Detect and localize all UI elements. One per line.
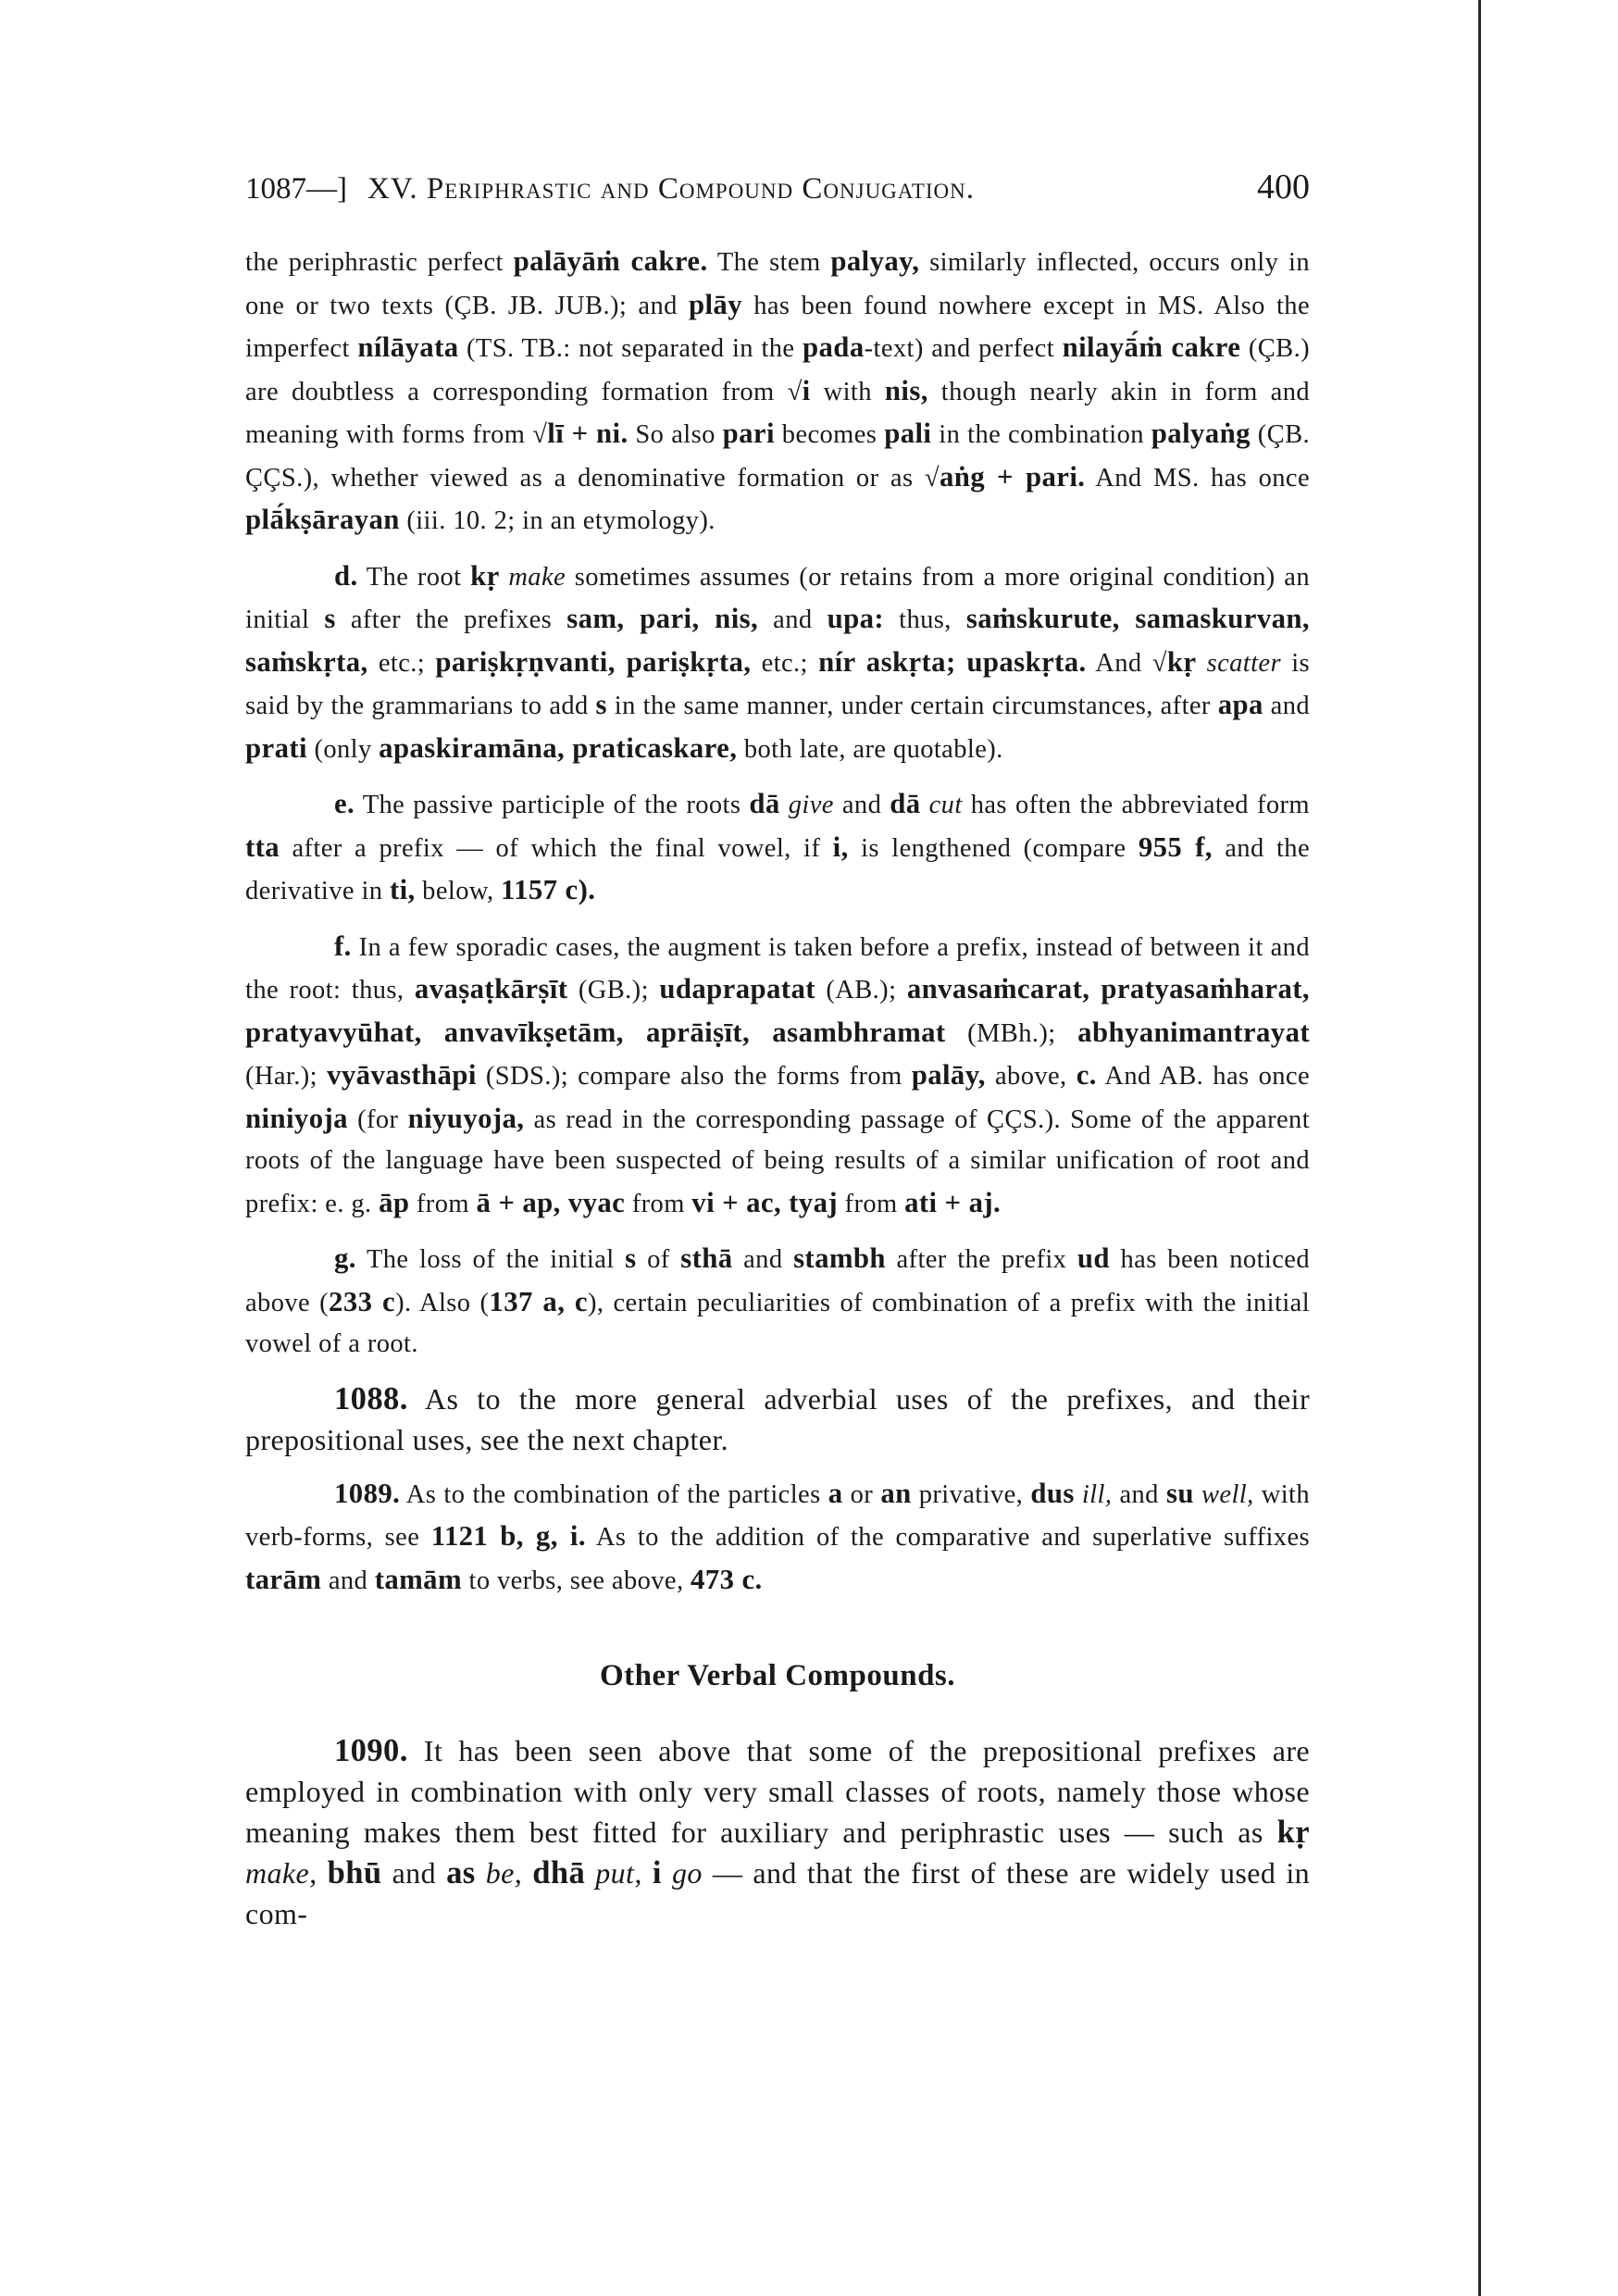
bold-term: palyaṅg (1151, 418, 1251, 449)
paragraph-p6 (245, 1379, 1310, 1460)
bold-term: ti, (389, 874, 416, 905)
book-page (245, 167, 1310, 1947)
text-run: is lengthened (compare (848, 833, 1139, 863)
bold-term: udaprapatat (659, 973, 815, 1004)
text-run: of (636, 1245, 681, 1274)
bold-term: d. (334, 559, 358, 592)
bold-term: pali (884, 418, 932, 449)
bold-term: dā (890, 788, 921, 819)
bold-term: ud (1077, 1242, 1110, 1274)
bold-term: 137 a, c (489, 1285, 588, 1317)
bold-term: aṅg + pari. (939, 460, 1086, 493)
italic-gloss: make (508, 562, 566, 592)
text-run: So also (628, 420, 723, 449)
text-run (1194, 1480, 1201, 1509)
text-run: with verb-forms, see (245, 1479, 1311, 1552)
bold-term: e. (334, 788, 355, 819)
text-run: after the prefix (885, 1245, 1077, 1274)
bold-term: vi + ac, tyaj (691, 1186, 839, 1218)
bold-term: nilayā́ṁ cakre (1062, 331, 1241, 363)
text-run: after a prefix — of which the final vowel, if (280, 833, 833, 863)
text-run: the periphrastic perfect (245, 248, 514, 277)
bold-term: a (828, 1477, 843, 1509)
paragraph-p5 (245, 1238, 1310, 1366)
text-run: (Har.); (245, 1062, 328, 1091)
bold-term: sthā (680, 1242, 733, 1274)
bold-term: su (1165, 1477, 1194, 1509)
section-heading: Other Verbal Compounds. (599, 1659, 956, 1692)
bold-term: 1121 b, g, i. (430, 1520, 586, 1552)
text-run: The root (357, 562, 471, 592)
text-run: And AB. has once (1096, 1062, 1311, 1091)
paragraph-p4 (245, 926, 1310, 1226)
bold-term: āp (379, 1186, 410, 1218)
body-text-lower (245, 1730, 1310, 1934)
bold-term: i, (832, 830, 849, 863)
bold-term: pada (803, 331, 865, 363)
bold-term: 1157 c). (501, 874, 596, 905)
text-run: etc.; (751, 648, 819, 678)
bold-term: g. (334, 1242, 356, 1274)
text-run: and (1263, 692, 1310, 720)
text-run: (iii. 10. 2; in an etymology). (399, 506, 716, 535)
text-run: (ÇB. ÇÇS.), whether viewed as a denominative formation or as √ (245, 420, 1311, 493)
text-run: ), certain peculiarities of combination of a prefix with the initial vowel of a root. (245, 1288, 1311, 1358)
text-run: And √ (1086, 648, 1167, 678)
text-run: And MS. has once (1085, 463, 1310, 493)
text-run: after the prefixes (335, 605, 567, 634)
bold-term: dā (749, 788, 780, 819)
text-run (921, 791, 929, 819)
text-run (585, 1856, 595, 1890)
bold-term: kṛ (1276, 1815, 1310, 1850)
text-run (317, 1856, 328, 1890)
bold-term: nílāyata (357, 331, 459, 363)
text-run: and (758, 605, 828, 634)
text-run: has been found nowhere except in MS. Also the imperfect (245, 291, 1310, 363)
paragraph-p2 (245, 555, 1310, 771)
text-run (780, 791, 789, 819)
text-run: and (833, 791, 890, 819)
bold-term: niyuyoja, (407, 1102, 525, 1134)
section-title: XV. Periphrastic and Compound Conjugation. (367, 172, 976, 206)
text-run: The passive participle of the roots (355, 791, 750, 819)
text-run: -text) and perfect (864, 334, 1063, 363)
bold-term: s (595, 689, 607, 720)
bold-term: sam, pari, nis, (566, 603, 759, 634)
bold-term: s (625, 1242, 637, 1274)
bold-term: pari (722, 418, 775, 449)
bold-term: 1090. (334, 1733, 408, 1768)
text-run: from (625, 1189, 692, 1218)
italic-gloss: ill, (1081, 1479, 1113, 1509)
text-run: (AB.); (815, 976, 907, 1004)
text-run (522, 1856, 532, 1890)
bold-term: palāy, (911, 1059, 986, 1091)
bold-term: nír askṛta; upaskṛta. (818, 645, 1087, 678)
text-run: In a few sporadic cases, the augment is taken before a prefix, instead of between it and the root: thus, (245, 932, 1310, 1004)
text-run: privative, (911, 1479, 1031, 1509)
text-run: both late, are quotable). (737, 734, 1003, 764)
text-run (1075, 1480, 1082, 1509)
text-run: The stem (707, 248, 831, 277)
text-run: (GB.); (567, 976, 660, 1004)
bold-term: tamām (374, 1563, 462, 1595)
text-run: and (321, 1566, 375, 1595)
bold-term: plā́kṣārayan (245, 504, 400, 535)
paragraph-p7 (245, 1473, 1310, 1603)
bold-term: i (652, 1855, 662, 1890)
text-run: The loss of the initial (355, 1245, 626, 1274)
text-run: in the combination (931, 420, 1151, 449)
bold-term: saṁskurute, samaskurvan, saṁskṛta, (245, 603, 1310, 678)
text-run: above, (985, 1062, 1077, 1091)
text-run: with (810, 377, 885, 406)
text-run: below, (415, 877, 502, 905)
text-run: has often the abbreviated form (962, 791, 1311, 819)
bold-term: ā + ap, vyac (476, 1186, 626, 1218)
bold-term: ati + aj. (904, 1186, 1002, 1218)
paragraph-p3 (245, 783, 1310, 913)
bold-term: i (802, 374, 811, 406)
text-run: (MBh.); (945, 1018, 1078, 1048)
bold-term: anvasaṁcarat, pratyasaṁharat, pratyavyūhat, anvavīkṣetām, aprāiṣīt, asambhramat (245, 973, 1310, 1048)
bold-term: 473 c. (691, 1563, 763, 1595)
italic-gloss: give (788, 791, 834, 819)
text-run: As to the more general adverbial uses of the prefixes, and their prepositional uses, see the next chapter. (245, 1381, 1310, 1456)
italic-gloss: put, (595, 1856, 642, 1890)
text-run: (ÇB.) are doubtless a corresponding formation from √ (245, 334, 1310, 406)
bold-term: vyāvasthāpi (327, 1059, 477, 1091)
italic-gloss: go (671, 1856, 703, 1890)
text-run: in the same manner, under certain circumstances, after (606, 692, 1218, 720)
italic-gloss: be, (485, 1856, 523, 1890)
italic-gloss: make, (245, 1856, 317, 1890)
text-run (500, 563, 509, 592)
text-run: to verbs, see above, (461, 1566, 691, 1595)
bold-term: 955 f, (1138, 830, 1213, 863)
bold-term: 1089. (334, 1477, 401, 1509)
bold-term: kṛ (1166, 645, 1197, 678)
bold-term: bhū (327, 1855, 382, 1890)
bold-term: s (324, 603, 336, 634)
text-run: becomes (774, 420, 885, 449)
text-run: It has been seen above that some of the prepositional prefixes are employed in combination with only very small classes of roots, namely those whose meaning makes them best fitted for auxiliary and periphrastic uses — such as (245, 1734, 1310, 1849)
text-run: — and that the first of these are widely used in com- (245, 1856, 1311, 1930)
text-run (662, 1856, 672, 1890)
italic-gloss: cut (928, 791, 963, 819)
bold-term: c. (1076, 1059, 1097, 1091)
text-run: from (838, 1189, 905, 1218)
text-run (476, 1856, 486, 1890)
bold-term: palyay, (830, 245, 920, 277)
bold-term: dus (1030, 1477, 1075, 1509)
text-run: and (381, 1856, 447, 1890)
text-run: (for (347, 1104, 408, 1134)
text-run: (TS. TB.: not separated in the (458, 334, 803, 363)
bold-term: nis, (884, 374, 928, 406)
bold-term: 1088. (334, 1380, 408, 1416)
bold-term: abhyanimantrayat (1077, 1016, 1310, 1048)
italic-gloss: scatter (1206, 648, 1281, 678)
text-run: from (409, 1189, 477, 1218)
bold-term: niniyoja (245, 1102, 348, 1134)
bold-term: plāy (688, 288, 742, 320)
bold-term: lī + ni. (547, 418, 629, 449)
bold-term: dhā (532, 1855, 586, 1890)
bold-term: kṛ (470, 559, 500, 592)
section-number: 1087—] (245, 172, 347, 206)
text-run: and (732, 1245, 794, 1274)
paragraph-p1 (245, 241, 1310, 543)
bold-term: an (880, 1477, 912, 1509)
text-run: (only (306, 734, 380, 764)
paragraph-p8 (245, 1730, 1310, 1934)
italic-gloss: well, (1201, 1479, 1254, 1509)
bold-term: tarām (245, 1563, 322, 1595)
bold-term: avaṣaṭkārṣīt (414, 973, 568, 1004)
text-run: thus, (884, 605, 966, 634)
text-run (1196, 649, 1206, 678)
text-run: similarly inflected, occurs only in one or two texts (ÇB. JB. JUB.); and (245, 248, 1311, 320)
text-run: though nearly akin in form and meaning with forms from √ (245, 377, 1310, 449)
bold-term: apaskiramāna, praticaskare, (379, 731, 738, 764)
text-run: has been noticed above ( (245, 1245, 1310, 1317)
text-run: or (842, 1479, 881, 1509)
text-run: as read in the corresponding passage of ÇÇS.). Some of the apparent roots of the language have been suspected of being results of a similar unification of root and prefix: e. g. (245, 1104, 1311, 1218)
bold-term: 233 c (329, 1285, 396, 1317)
bold-term: upa: (827, 603, 885, 634)
body-text-upper (245, 241, 1310, 1602)
text-run: and (1112, 1479, 1166, 1509)
text-run: sometimes assumes (or retains from a more original condition) an initial (245, 562, 1310, 634)
bold-term: prati (245, 731, 307, 764)
text-run: and the derivative in (245, 833, 1310, 905)
text-run: As to the addition of the comparative and superlative suffixes (585, 1523, 1310, 1552)
bold-term: palāyāṁ cakre. (513, 245, 708, 277)
page-edge-line (1478, 0, 1481, 2296)
text-run: etc.; (367, 648, 436, 678)
text-run: (SDS.); compare also the forms from (476, 1062, 912, 1091)
bold-term: tta (245, 830, 280, 863)
bold-term: apa (1217, 689, 1263, 720)
text-run: is said by the grammarians to add (245, 648, 1311, 720)
bold-term: pariṣkṛṇvanti, pariṣkṛta, (435, 645, 752, 678)
bold-term: stambh (793, 1242, 886, 1274)
page-number: 400 (1257, 168, 1310, 206)
running-header (245, 167, 1310, 207)
bold-term: as (446, 1855, 476, 1890)
text-run: As to the combination of the particles (400, 1479, 828, 1509)
text-run (642, 1856, 653, 1890)
bold-term: f. (334, 930, 352, 962)
text-run: ). Also ( (395, 1288, 490, 1317)
